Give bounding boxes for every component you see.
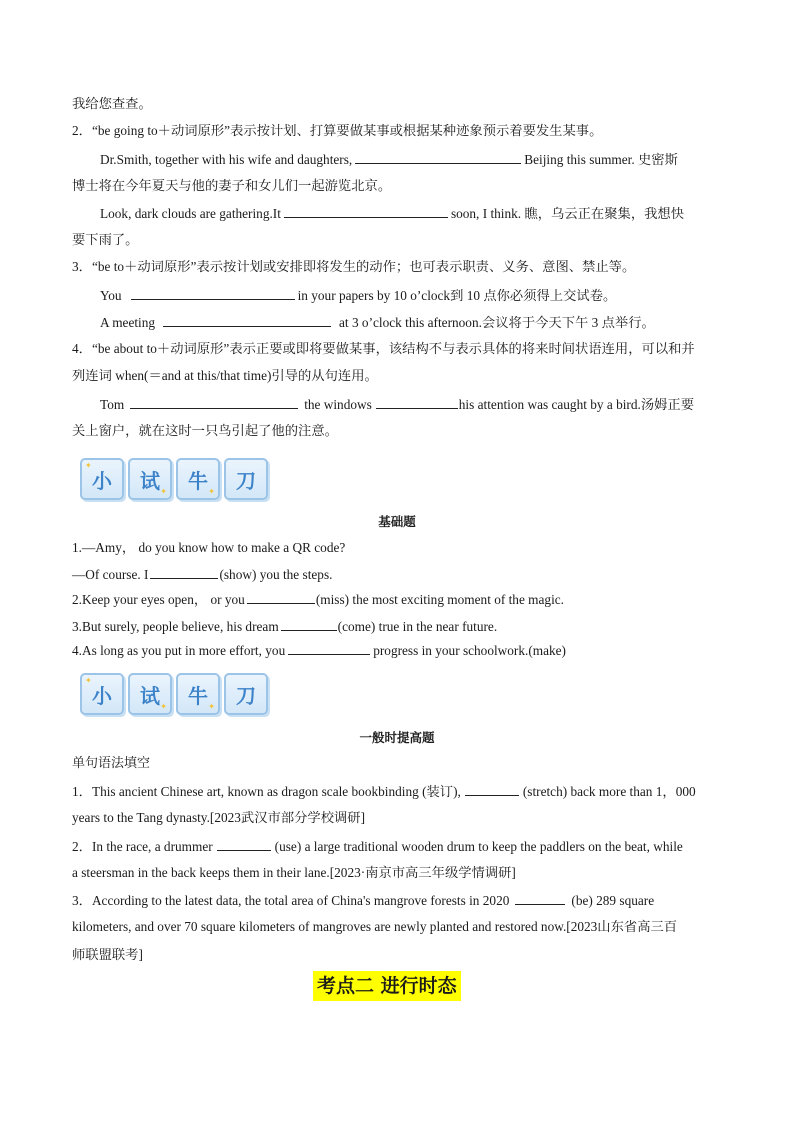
star-icon: ✦ <box>208 487 215 496</box>
answer-blank[interactable] <box>465 782 519 796</box>
example-sentence: Dr.Smith, together with his wife and daughters, Beijing this summer. 史密斯 <box>100 152 678 167</box>
question-continuation: 师联盟联考] <box>72 947 143 962</box>
star-icon: ✦ <box>85 461 92 470</box>
answer-blank[interactable] <box>376 395 458 409</box>
question-continuation: a steersman in the back keeps them in their lane.[2023·南京市高三年级学情调研] <box>72 865 516 880</box>
answer-blank[interactable] <box>355 150 521 164</box>
answer-blank[interactable] <box>247 590 315 604</box>
question: —Of course. I (show) you the steps. <box>72 567 333 582</box>
answer-blank[interactable] <box>217 837 271 851</box>
badge-tile: 牛 ✦ <box>176 458 220 500</box>
example-sentence: You in your papers by 10 o’clock到 10 点你必须得上交试卷。 <box>100 288 617 303</box>
text-line: 我给您查查。 <box>72 96 152 111</box>
example-sentence: Tom the windows his attention was caught by a bird.汤姆正要 <box>100 397 695 412</box>
question: 4.As long as you put in more effort, you progress in your schoolwork.(make) <box>72 643 566 658</box>
badge-tile: 试 ✦ <box>128 458 172 500</box>
example-sentence: A meeting at 3 o’clock this afternoon.会议将于今天下午 3 点举行。 <box>100 315 655 330</box>
rule-heading: 3．“be to＋动词原形”表示按计划或安排即将发生的动作；也可表示职责、义务、意图、禁止等。 <box>72 259 636 274</box>
example-sentence: Look, dark clouds are gathering.It soon, I think. 瞧，乌云正在聚集，我想快 <box>100 206 685 221</box>
question-continuation: years to the Tang dynasty.[2023武汉市部分学校调研] <box>72 810 366 825</box>
badge-tile: 刀 <box>224 673 268 715</box>
rule-heading: 2．“be going to＋动词原形”表示按计划、打算要做某事或根据某种迹象预示着要发生某事。 <box>72 123 603 138</box>
text-line: 要下雨了。 <box>72 232 139 247</box>
practice-badge <box>80 458 268 500</box>
section-title: 一般时提高题 <box>359 731 435 745</box>
answer-blank[interactable] <box>284 204 448 218</box>
answer-blank[interactable] <box>131 286 295 300</box>
star-icon: ✦ <box>208 702 215 711</box>
star-icon: ✦ <box>85 676 92 685</box>
badge-tile: 试 ✦ <box>128 673 172 715</box>
question: 3．According to the latest data, the total area of China's mangrove forests in 2020 (be) 289 square <box>72 893 655 908</box>
badge-tile: ✦ 小 <box>80 458 124 500</box>
badge-tile: 牛 ✦ <box>176 673 220 715</box>
star-icon: ✦ <box>160 487 167 496</box>
badge-tile: ✦ 小 <box>80 673 124 715</box>
practice-badge <box>80 673 268 715</box>
star-icon: ✦ <box>160 702 167 711</box>
question: 2．In the race, a drummer (use) a large traditional wooden drum to keep the paddlers on the beat, while <box>72 839 683 854</box>
answer-blank[interactable] <box>281 617 337 631</box>
section-banner: 考点二 进行时态 <box>313 971 461 1001</box>
question: 1.—Amy， do you know how to make a QR code? <box>72 540 346 555</box>
section-title: 基础题 <box>378 515 416 529</box>
answer-blank[interactable] <box>150 565 218 579</box>
text-line: 列连词 when(＝and at this/that time)引导的从句连用。 <box>72 368 378 383</box>
text-line: 关上窗户，就在这时一只鸟引起了他的注意。 <box>72 423 338 438</box>
answer-blank[interactable] <box>163 313 331 327</box>
answer-blank[interactable] <box>515 891 565 905</box>
answer-blank[interactable] <box>130 395 298 409</box>
text-line: 博士将在今年夏天与他的妻子和女儿们一起游览北京。 <box>72 178 392 193</box>
question-continuation: kilometers, and over 70 square kilometers of mangroves are newly planted and restored now.[2023山东省高三百 <box>72 919 678 934</box>
question: 3.But surely, people believe, his dream (come) true in the near future. <box>72 619 498 634</box>
rule-heading: 4．“be about to＋动词原形”表示正要或即将要做某事，该结构不与表示具体的将来时间状语连用，可以和并 <box>72 341 695 356</box>
section-subtitle: 单句语法填空 <box>72 756 151 771</box>
question: 1．This ancient Chinese art, known as dragon scale bookbinding (装订), (stretch) back more than 1，000 <box>72 784 696 799</box>
answer-blank[interactable] <box>288 641 370 655</box>
question: 2.Keep your eyes open， or you (miss) the most exciting moment of the magic. <box>72 592 564 607</box>
badge-tile: 刀 <box>224 458 268 500</box>
